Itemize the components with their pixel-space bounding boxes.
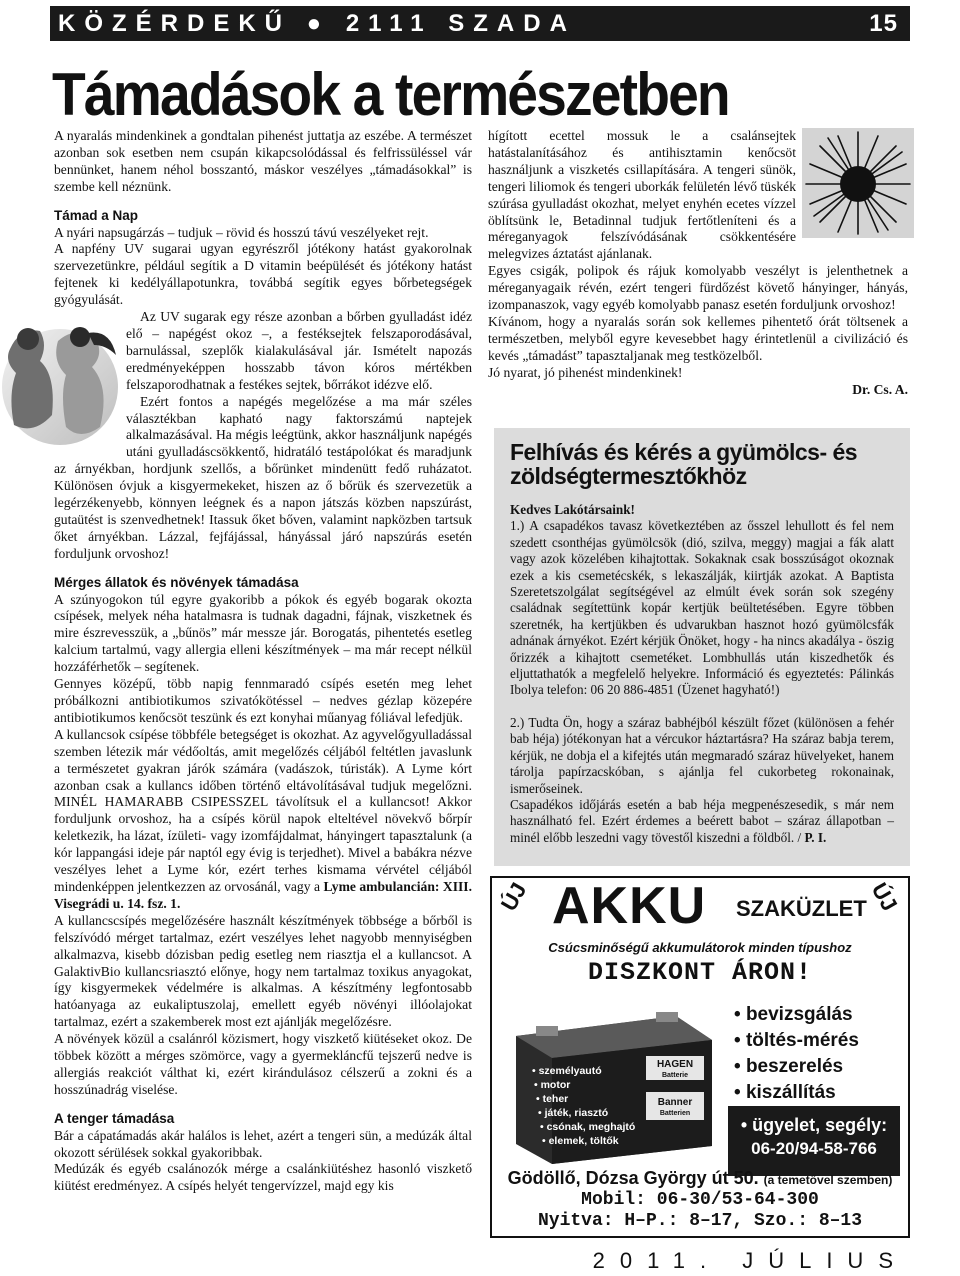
battery-use-item: • játék, riasztó bbox=[538, 1107, 609, 1119]
address-note: (a temetővel szemben) bbox=[763, 1173, 893, 1187]
paragraph: 1.) A csapadékos tavasz következtében az ősszel lehullott és fel nem szedett csonthéjas gyümölcsök (dió, szilva, meggy) magjai a fák alatt vagy azok közelében kihajtottak. Sokaknak csak bosszúságot okoznak ezek a kis csemetécskék, s lekaszálják, kiirtják azokat. A Baptista Szeretetszolgálat segítségével az elmúlt évek során sok szegény családnak segítettünk kopár kertjük beültetésében. Egyre többen szeretnék, ha kertjükben és udvarukban hasznot hozó gyümölcsfák adnának árnyékot. Ezért kérjük Önöket, hogy - ha nincs akadálya - öszig őrizzék a kihajtott csemetéket. Lombhullás után kiszedhetők és eljuttathatók a megfelelő helyekre. Információ és egyeztetés: Pálinkás Ibolya telefon: 06 20 886-4851 (Üzenet hagyható!) bbox=[510, 518, 894, 698]
battery-use-item: • teher bbox=[536, 1093, 569, 1105]
page-number: 15 bbox=[869, 10, 898, 37]
paragraph: Kívánom, hogy a nyaralás során sok kellemes pihentető órát töltsenek a természetben, melyből egyre kevesebbet hagy érintetlenül a civilizáció és kevés „támadást” tapasztaljanak meg testközelből. bbox=[488, 313, 908, 363]
battery-use-item: • motor bbox=[534, 1079, 571, 1091]
duty-label: • ügyelet, segély: bbox=[740, 1115, 888, 1135]
opening-hours: Nyitva: H–P.: 8–17, Szo.: 8–13 bbox=[537, 1211, 863, 1231]
service-item: • töltés-mérés bbox=[734, 1028, 859, 1054]
issue-date: 2011. JÚLIUS bbox=[592, 1248, 908, 1273]
service-item: • kiszállítás bbox=[734, 1080, 859, 1106]
paragraph: Medúzák és egyéb csalánozók mérge a csalánkiütéshez hasonló viszkető kiütést eredményez. A csípés helyét tengervízzel, majd egy kis bbox=[54, 1161, 472, 1194]
section-title: KÖZÉRDEKŰ ● 2111 SZADA bbox=[58, 10, 576, 37]
mobile-number: Mobil: 06-30/53-64-300 bbox=[581, 1190, 819, 1210]
sunbathers-photo bbox=[0, 315, 120, 447]
battery-brand-sub: Batterie bbox=[661, 1072, 689, 1079]
section-header bbox=[50, 6, 910, 41]
paragraph: Gennyes középű, több napig fennmaradó csípés esetén meg lehet próbálkozni antibiotikumos szivatókötéssel – nedves gézlap közepére antibiotikumos kenőcsöt teszünk és ezt konyhai műanyag fóliával lefedjük. bbox=[54, 676, 472, 725]
shop-address bbox=[492, 1168, 908, 1189]
paragraph: Az UV sugarak egy része azonban a bőrben gyulladást idéz elő – napégést okoz –, a festéksejtek felszaporodásával, barnulással, szeplők kialakulásával jár. Ismételt napozás eredményeképpen hosszabb távon kóros mértékben felszaporodhatnak a festékes sejtek, bőrrákot idézve elő. bbox=[126, 309, 472, 392]
paragraph: A növények közül a csalánról közismert, hogy viszkető kiütéseket okoz. De többek között a mérges szömörce, vagy a gyermekláncfű tejszerű nedve is allergiás reakciót válthat ki, ezért kirándulásoz célszerű a zokni és a hosszúnadrág viselése. bbox=[54, 1031, 472, 1097]
author-signature: Dr. Cs. A. bbox=[852, 381, 908, 397]
battery-brand2: Banner bbox=[657, 1097, 693, 1108]
ambulance-address: Lyme ambulancián: XIII. Visegrádi u. 14. fsz. 1. bbox=[54, 878, 472, 911]
paragraph bbox=[54, 727, 472, 913]
battery-use-item: • csónak, meghajtó bbox=[540, 1121, 636, 1133]
paragraph: Egyes csigák, polipok és rájuk komolyabb veszélyt is jelenthetnek a méreganyagaik révén, ezért tengeri fürdőzést követő hányinger, hányás, izompanaszok, vagy egyéb komolyabb panasz esetén forduljunk orvoshoz! bbox=[488, 263, 908, 313]
paragraph: A napfény UV sugarai ugyan egyrészről jótékony hatást gyakorolnak szervezetünkre, például segítik a D vitamin beépülését és jótékony hatást fejtenek ki kedélyállapotunkra, továbbá segítik egyes bőrbetegségek gyógyulását. bbox=[54, 241, 472, 308]
paragraph bbox=[510, 797, 894, 846]
battery-illustration bbox=[506, 996, 722, 1166]
sea-urchin-photo bbox=[802, 128, 914, 238]
service-list bbox=[734, 1002, 859, 1106]
battery-use-item: • elemek, töltők bbox=[542, 1135, 619, 1147]
battery-brand: HAGEN bbox=[656, 1059, 694, 1070]
subheading-sun: Támad a Nap bbox=[54, 207, 139, 223]
ad-brand: AKKU bbox=[552, 877, 707, 935]
subheading-sea: A tenger támadása bbox=[54, 1110, 175, 1126]
article-right-column bbox=[488, 128, 908, 399]
battery-use-item: • személyautó bbox=[532, 1065, 602, 1077]
paragraph: A kullancscsípés megelőzésére használt készítmények többsége a bőrből is felszívódó mérget tartalmaz, ezért veszélyes lehet nagyobb mennyiségben alkalmazva, kisebb dózisban pedig esetleg nem riasztja el a kullancsot. A GalaktivBio kullancsriasztó előnye, hogy nem tartalmaz toxikus anyagokat, így kisgyermekek védelmére is alkalmas. A készítmény legfontosabb hatóanyaga az eukaliptuszolaj, emellett egyéb növényi illóolajokat tartalmaz, ezért a szakemberek most ezt ajánlják megelőzésre. bbox=[54, 912, 472, 1030]
service-item: • beszerelés bbox=[734, 1054, 859, 1080]
paragraph-text: Csapadékos időjárás esetén a bab héja megpenészesedik, s már nem használható fel. Ezért érdemes a beérett babot – száraz állapotban – minél előbb leszedni vagy tövestől kiszedni a földből. / bbox=[510, 796, 894, 845]
appeal-greeting: Kedves Lakótársaink! bbox=[510, 502, 635, 517]
paragraph: A szúnyogokon túl egyre gyakoribb a pókok és egyéb bogarak okozta csípések, melyek néha hatalmasra is tudnak dagadni, fájnak, viszketnek és mire észrevesszük, a „bűnös” már messze jár. Borogatás, pihentetés esetleg kalcium tartalmú, vagy allergia elleni készítmények – ma már recept nélkül hozzáférhetők – segítenek. bbox=[54, 591, 472, 675]
duty-phone: 06-20/94-58-766 bbox=[751, 1139, 877, 1158]
article-title: Támadások a természetben bbox=[52, 61, 729, 128]
paragraph: Ezért fontos a napégés megelőzése a ma már széles választékban kapható nagy faktorszámú naptejek alkalmazásával. Ha mégis leégtünk, akkor használjunk napégés utáni gyulladáscsökkentő, hidratáló testápolókat és maradjunk az árnyékban, hordjunk szellős, a bőrünket mindenütt fedő ruházatot. Különösen óvjuk a kisgyermekeket, hiszen az ő bőrük és szervezetük a legérzékenyebb, könnyen leégnek és a napon játszás közben napszúrást, gutaütést is szenvedhetnek! Itassuk őket bőven, valamint napközben tartsuk őket árnyékban. Lázzal, fejfájással, hányással járó napszúrás esetén forduljunk orvoshoz! bbox=[54, 393, 472, 561]
new-badge-left: ÚJ bbox=[495, 878, 532, 916]
appeal-signature: P. I. bbox=[804, 829, 827, 845]
duty-box bbox=[728, 1106, 900, 1176]
article-intro: A nyaralás mindenkinek a gondtalan pihenést juttatja az eszébe. A természet azonban sok esetben nem csupán kikapcsolódással és felfrissüléssel vár bennünket, hanem néhol bosszantó, máskor veszélyes „támadásokkal” is szembe kell néznünk. bbox=[54, 128, 472, 194]
new-badge-right: ÚJ bbox=[866, 878, 903, 916]
paragraph-text: A kullancsok csípése többféle betegséget is okozhat. Az agyvelőgyulladással szemben létezik már védőoltás, amit megelőzés céljából feltétlen javaslunk a természetet gyakran járók számára (vadászok, túristák). A Lyme kórt azonban csak a kullancs időben történő eltávolításával tudjuk megelőzni. MINÉL HAMARABB CSIPESSZEL távolítsuk el a kullancsot! Akkor forduljunk orvoshoz, ha a csípés körül napok elteltével növekvő bőrpír keletkezik, ha lázat, ízületi- vagy izomfájdalmat, hányingert tapasztalunk (a kór lappangási ideje pár naptól egy évig is terjedhet). Mivel a babákra nézve veszélyes lehet a Lyme kór, ezért terhes kismama vérvétel céljából mindenképpen jelentkezzen az orvosánál, vagy a bbox=[54, 726, 472, 894]
paragraph: hígított ecettel mossuk le a csalánsejtek hatástalanításához és antihisztamin kenőcsöt használjunk a viszketés csillapítására. A tengeri sünök, tengeri liliomok és tengeri uborkák felületén lévő tüskék szúrása gyulladást okozhat, melyet enyhén ecetes vízzel öblítsünk le, Betadinnal tudjuk fertőtleníteni és a méreganyagok felszívódásának csökkentésére melegvizes áztatást ajánlanak. bbox=[488, 128, 796, 262]
battery-brand2-sub: Batterien bbox=[659, 1110, 691, 1117]
duty-text: ügyelet, segély: bbox=[752, 1115, 888, 1135]
battery-shop-ad bbox=[490, 876, 910, 1238]
ad-brand-sub: SZAKÜZLET bbox=[736, 896, 867, 921]
paragraph: 2.) Tudta Ön, hogy a száraz babhéjból készült főzet (különösen a fehér bab héja) jótékonyan hat a vércukor háztartásra? Ha száraz babja terem, kérjük, ne dobja el a kifejtés után megmaradó száraz hüvelyeket, hanem tárolja papírzacskóban, s ajánlja fel cukorbeteg rokonainak, ismerőseinek. bbox=[510, 714, 894, 796]
paragraph: Jó nyarat, jó pihenést mindenkinek! bbox=[488, 364, 683, 380]
address-text: Gödöllő, Dózsa György út 50. bbox=[507, 1168, 759, 1188]
service-item: • bevizsgálás bbox=[734, 1002, 859, 1028]
contact-block bbox=[492, 1190, 908, 1232]
appeal-box bbox=[494, 428, 910, 866]
ad-discount: DISZKONT ÁRON! bbox=[587, 958, 813, 987]
paragraph: Bár a cápatámadás akár halálos is lehet, azért a tengeri sün, a medúzák által okozott sérülések sokkal gyakoribbak. bbox=[54, 1127, 472, 1160]
appeal-title: Felhívás és kérés a gyümölcs- és zöldségtermesztőkhöz bbox=[510, 439, 858, 489]
ad-slogan: Csúcsminőségű akkumulátorok minden típushoz bbox=[548, 940, 852, 955]
subheading-animals: Mérges állatok és növények támadása bbox=[54, 574, 299, 590]
article-left-column bbox=[54, 128, 472, 1195]
paragraph: A nyári napsugárzás – tudjuk – rövid és hosszú távú veszélyeket rejt. bbox=[54, 224, 429, 240]
